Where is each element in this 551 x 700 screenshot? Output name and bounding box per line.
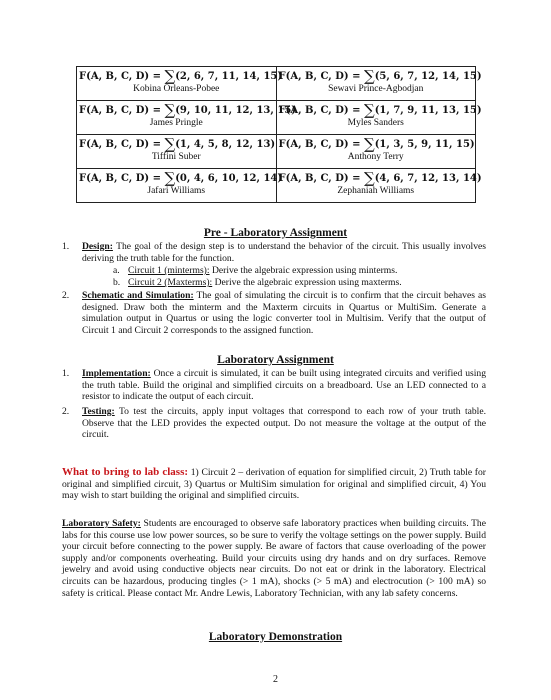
table-cell [276, 67, 482, 101]
safety-label: Laboratory Safety: [62, 518, 141, 529]
lab-assignment-heading: Laboratory Assignment [217, 354, 334, 366]
schematic-item: Schematic and Simulation: The goal of simulating the circuit is to confirm that the circuit behaves as designed. Draw both the minterm and the Maxterm circuits in Quartus or MultiSim. Generate a simulation output in Quartus or using the logic converter tool in Multisim. Verify that the output of Circuit 1 and Circuit 2 corresponds to the assigned function. [82, 290, 486, 336]
table-row [77, 67, 476, 101]
table-cell [77, 101, 297, 135]
list-number: 2. [62, 290, 70, 301]
list-number: 2. [62, 406, 70, 417]
boolean-function: F(A, B, C, D) = ∑(1, 7, 9, 11, 13, 15) [278, 101, 482, 119]
function-assignment-table [76, 66, 482, 203]
circuit-2-item: Circuit 2 (Maxterms): Derive the algebraic expression using maxterms. [128, 277, 402, 288]
boolean-function: F(A, B, C, D) = ∑(1, 4, 5, 8, 12, 13) [79, 135, 276, 153]
table-cell [77, 169, 283, 203]
page-number: 2 [273, 674, 278, 685]
sigma-symbol: ∑ [363, 135, 375, 153]
sigma-symbol: ∑ [164, 67, 176, 85]
table-cell [77, 67, 283, 101]
table-cell [276, 135, 476, 169]
boolean-function: F(A, B, C, D) = ∑(9, 10, 11, 12, 13, 15) [79, 101, 297, 119]
schematic-label: Schematic and Simulation: [82, 290, 194, 301]
testing-item: Testing: To test the circuits, apply input voltages that correspond to each row of your truth table. Observe that the LED provides the expected output. Do not measure the voltage at the output of the circuit. [82, 406, 486, 441]
implementation-item: Implementation: Once a circuit is simulated, it can be built using integrated circuits and verified using the truth table. Build the original and simplified circuits on a breadboard. Use an LED connected to a resistor to indicate the output of each circuit. [82, 368, 486, 403]
list-number: 1. [62, 241, 70, 252]
sigma-symbol: ∑ [164, 135, 176, 153]
design-item: Design: The goal of the design step is to understand the behavior of the circuit. This usually involves deriving the truth table for the function. [82, 241, 486, 264]
table-cell [276, 101, 482, 135]
student-name: Anthony Terry [347, 152, 404, 162]
sigma-symbol: ∑ [164, 101, 176, 119]
implementation-label: Implementation: [82, 368, 151, 379]
student-name: Jafari Williams [147, 186, 206, 196]
table-cell [77, 135, 277, 169]
demonstration-heading: Laboratory Demonstration [208, 631, 343, 643]
sigma-symbol: ∑ [363, 67, 375, 85]
student-name: Zephaniah Williams [337, 186, 415, 196]
table-cell [276, 169, 482, 203]
student-name: Sewavi Prince-Agbodjan [328, 84, 424, 94]
list-letter: a. [113, 265, 120, 276]
boolean-function: F(A, B, C, D) = ∑(0, 4, 6, 10, 12, 14) [79, 169, 283, 187]
table-row [77, 101, 476, 135]
list-number: 1. [62, 368, 70, 379]
boolean-function: F(A, B, C, D) = ∑(2, 6, 7, 11, 14, 15) [79, 67, 283, 85]
testing-label: Testing: [82, 406, 115, 417]
boolean-function: F(A, B, C, D) = ∑(4, 6, 7, 12, 13, 14) [278, 169, 482, 187]
safety-paragraph: Laboratory Safety: Students are encouraged to observe safe laboratory practices when building circuits. The labs for this course use low power sources, so be sure to verify the voltage settings on the power supply. Build your circuit before connecting to the power supply. Be aware of factors that cause overloading of the power supply and/or components overheating. Build your circuits using dry hands and on dry surfaces. Remove jewelry and avoid using conductive objects near circuits. Do not eat or drink in the laboratory. Electrical circuits can be hazardous, producing tingles (> 1 mA), shocks (> 5 mA) and electrocution (> 100 mA) so safety is critical. Please contact Mr. Andre Lewis, Laboratory Technician, with any lab safety concerns. [62, 518, 486, 599]
student-name: Kobina Orleans-Pobee [133, 84, 220, 94]
sigma-symbol: ∑ [164, 169, 176, 187]
bring-to-lab-paragraph: What to bring to lab class: 1) Circuit 2 – derivation of equation for simplified circuit, 2) Truth table for original and simplified circuit, 3) Quartus or MultiSim simulation for original and simplified circuit, 4) You may wish to start building the original and simplified circuits. [62, 466, 486, 502]
design-label: Design: [82, 241, 113, 252]
student-name: Myles Sanders [347, 118, 404, 128]
circuit-2-label: Circuit 2 (Maxterms): [128, 277, 213, 288]
sigma-symbol: ∑ [363, 101, 375, 119]
table-row [77, 135, 476, 169]
pre-lab-heading: Pre - Laboratory Assignment [203, 227, 348, 239]
boolean-function: F(A, B, C, D) = ∑(1, 3, 5, 9, 11, 15) [278, 135, 475, 153]
boolean-function: F(A, B, C, D) = ∑(5, 6, 7, 12, 14, 15) [278, 67, 482, 85]
list-letter: b. [113, 277, 121, 288]
bring-to-lab-label: What to bring to lab class: [62, 466, 189, 478]
student-name: James Pringle [149, 118, 203, 128]
table-row [77, 169, 476, 203]
sigma-symbol: ∑ [363, 169, 375, 187]
circuit-1-label: Circuit 1 (minterms): [128, 265, 210, 276]
circuit-1-item: Circuit 1 (minterms): Derive the algebraic expression using minterms. [128, 265, 398, 276]
student-name: Tiffini Suber [151, 152, 201, 162]
